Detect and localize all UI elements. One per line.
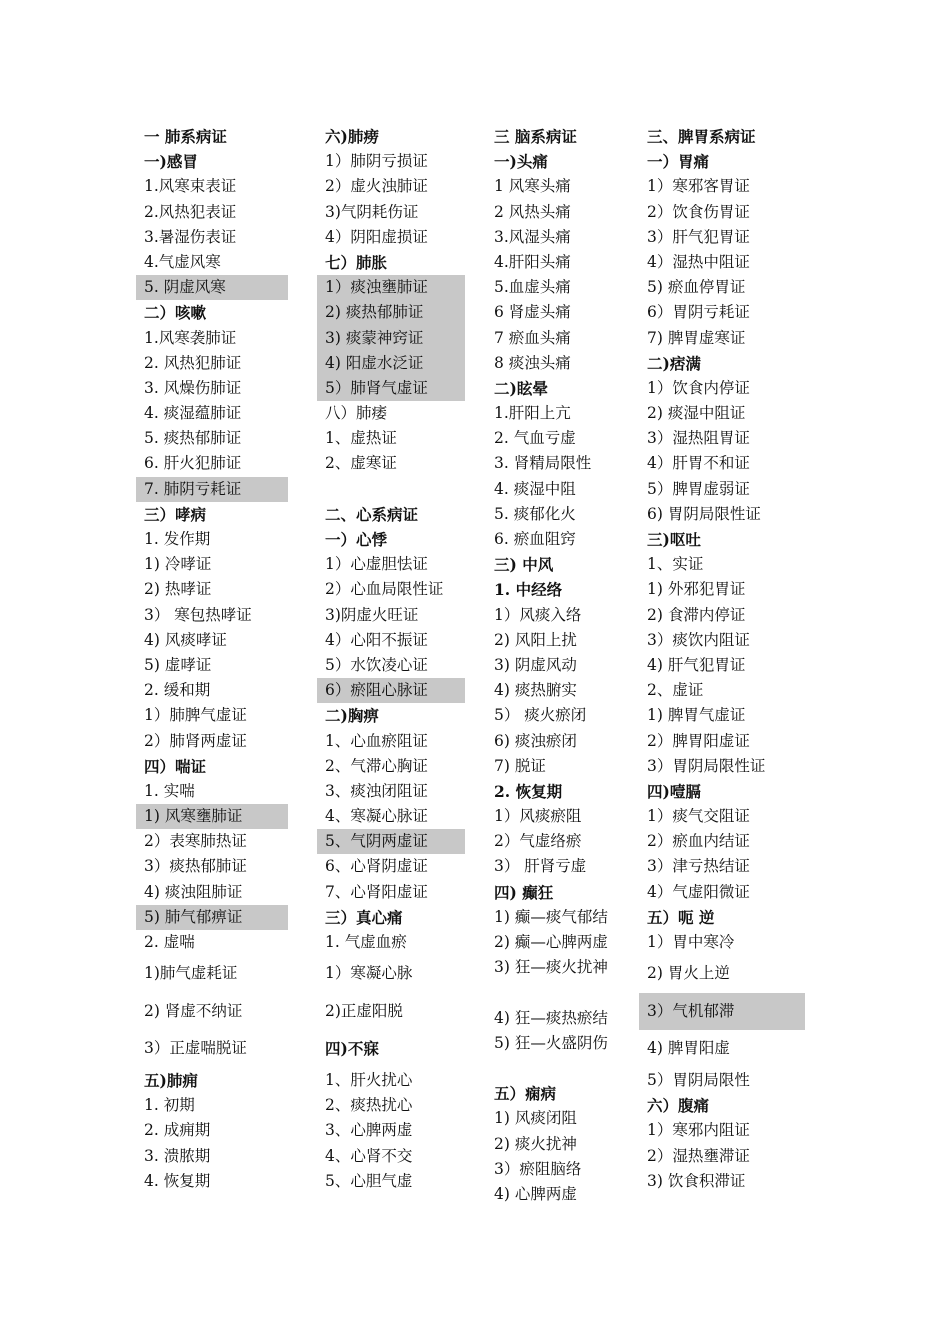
section-heading: 五）呃 逆 [647,907,715,927]
list-item: 2) 风阳上扰 [494,630,577,649]
list-item: 5) 虚哮证 [144,655,212,674]
list-item: 3）气机郁滞 [639,993,805,1031]
list-item: 2）湿热壅滞证 [647,1146,750,1165]
list-item: 2）表寒肺热证 [144,832,247,851]
list-item: 3）湿热阻胃证 [647,429,750,448]
list-item: 1) 风寒壅肺证 [136,804,288,829]
section-heading: 三）真心痛 [325,907,403,927]
section-heading: 三)呕吐 [647,530,701,549]
list-item: 4）湿热中阻证 [647,252,750,271]
list-item: 3） 肝肾亏虚 [494,857,587,876]
list-item: 5.血虚头痛 [494,278,571,297]
list-item: 7、心肾阳虚证 [325,882,428,901]
section-heading: 二、心系病证 [325,504,419,524]
list-item: 6. 肝火犯肺证 [144,454,242,473]
section-heading: 三）哮病 [144,504,207,524]
list-item: 2）饮食伤胃证 [647,202,750,221]
list-item: 1）寒邪客胃证 [647,177,750,196]
list-item: 5. 痰热郁肺证 [144,429,242,448]
list-item: 1）寒凝心脉 [325,964,413,983]
list-item: 7 瘀血头痛 [494,328,571,347]
list-item: 4、寒凝心脉证 [325,807,428,826]
list-item: 2) 食滞内停证 [647,605,746,624]
list-item: 1.风寒束表证 [144,177,237,196]
list-item: 2) 癫—心脾两虚 [494,933,608,951]
list-item: 2）肺肾两虚证 [144,731,247,750]
list-item: 1) 风痰闭阻 [494,1109,577,1128]
list-item: 2、虚寒证 [325,454,397,473]
list-item: 3）痰饮内阻证 [647,630,750,649]
list-item: 1、心血瘀阻证 [325,731,428,750]
list-item: 2. 成痈期 [144,1121,211,1140]
list-item: 3）痰热郁肺证 [144,857,247,876]
list-item: 2）虚火浊肺证 [325,177,428,196]
list-item: 4) 阳虚水泛证 [317,351,465,376]
section-heading: 一)感冒 [144,152,198,172]
list-item: 2. 缓和期 [144,681,211,700]
list-item: 5）脾胃虚弱证 [647,479,750,498]
list-item: 1）风痰瘀阻 [494,807,582,826]
list-item: 2) 胃火上逆 [647,964,730,983]
list-item: 1）痰气交阻证 [647,807,750,826]
section-heading: 五）痫病 [494,1084,557,1104]
list-item: 2.风热犯表证 [144,202,237,221]
list-item: 2) 痰热郁肺证 [317,300,465,325]
list-item: 5）胃阴局限性 [647,1070,750,1089]
column-brain-system [486,124,628,1207]
section-heading: 五)肺痈 [144,1070,198,1090]
section-heading: 一)头痛 [494,152,548,172]
column-spleen-stomach-system [639,124,805,1194]
list-item: 2. 风热犯肺证 [144,353,242,372]
list-item: 3）肝气犯胃证 [647,227,750,246]
list-item: 1、肝火扰心 [325,1070,413,1089]
list-item: 4) 痰热腑实 [494,681,577,700]
list-item: 3) 阴虚风动 [494,655,577,674]
list-item: 4、心肾不交 [325,1146,413,1165]
list-item: 1）肺脾气虚证 [144,706,247,725]
list-item: 3）正虚喘脱证 [144,1039,247,1058]
list-item: 1）风痰入络 [494,605,582,624]
list-item: 3）瘀阻脑络 [494,1159,582,1178]
list-item: 3)阴虚火旺证 [325,605,419,624]
section-heading: 二)眩晕 [494,378,548,398]
list-item: 1. 发作期 [144,530,211,548]
list-item: 1) 脾胃气虚证 [647,706,746,725]
section-heading: 三) 中风 [494,555,554,575]
list-item: 1) 外邪犯胃证 [647,580,746,599]
list-item: 7) 脾胃虚寒证 [647,328,746,347]
list-item: 5）肺肾气虚证 [317,376,465,401]
list-item: 3）胃阴局限性证 [647,756,766,775]
list-item: 5、气阴两虚证 [317,829,465,854]
list-item: 6) 痰浊瘀闭 [494,731,577,750]
list-item: 6. 瘀血阻窍 [494,530,576,548]
list-item: 1. 初期 [144,1096,195,1115]
list-item: 4）肝胃不和证 [647,454,750,473]
list-item: 1 风寒头痛 [494,177,571,196]
list-item: 7. 肺阴亏耗证 [136,477,288,502]
section-heading: 三 脑系病证 [494,127,577,146]
list-item: 1)肺气虚耗证 [144,964,238,983]
list-item: 2) 热哮证 [144,580,212,599]
list-item: 4. 痰湿中阻 [494,479,576,498]
list-item: 2) 痰湿中阻证 [647,404,746,423]
list-item: 5） 痰火瘀闭 [494,706,587,725]
list-item: 2 风热头痛 [494,202,571,221]
list-item: 4) 痰浊阻肺证 [144,882,243,901]
section-heading: 四) 癫狂 [494,882,554,902]
list-item: 1）肺阴亏损证 [325,152,428,171]
list-item: 3、痰浊闭阻证 [325,781,428,800]
list-item: 1）寒邪内阻证 [647,1121,750,1140]
list-item: 3、心脾两虚 [325,1121,413,1140]
section-heading: 一）心悸 [325,530,388,549]
list-item: 3.暑湿伤表证 [144,227,237,246]
list-item: 1. 实喘 [144,781,195,800]
list-item: 3. 风燥伤肺证 [144,378,242,397]
list-item: 3)气阴耗伤证 [325,202,419,221]
list-item: 2）瘀血内结证 [647,832,750,851]
list-item: 5）水饮凌心证 [325,655,428,674]
list-item: 1.风寒袭肺证 [144,328,237,347]
list-item: 6）瘀阻心脉证 [317,678,465,703]
section-heading: 七）肺胀 [325,252,388,272]
list-item: 1）胃中寒冷 [647,933,735,951]
list-item: 2) 痰火扰神 [494,1134,577,1153]
list-item: 1. 气虚血瘀 [325,933,407,951]
list-item: 2、痰热扰心 [325,1096,413,1115]
list-item: 1、实证 [647,555,704,574]
list-item: 4) 狂—痰热瘀结 [494,1008,608,1027]
column-lung-heart-system [317,124,465,1194]
list-item: 4）心阳不振证 [325,630,428,649]
section-heading: 四)不寐 [325,1039,379,1059]
list-item: 6 肾虚头痛 [494,303,571,322]
list-item: 5) 狂—火盛阴伤 [494,1033,608,1052]
list-item: 4. 恢复期 [144,1171,211,1190]
list-item: 2、气滞心胸证 [325,756,428,775]
list-item: 1）饮食内停证 [647,378,750,397]
list-item: 4. 痰湿蕴肺证 [144,404,242,423]
list-item: 3） 寒包热哮证 [144,605,252,624]
list-item: 4）气虚阳微证 [647,882,750,901]
list-item: 3.风湿头痛 [494,227,571,246]
list-item: 2）心血局限性证 [325,580,444,599]
section-heading: 一）胃痛 [647,152,710,172]
list-item: 2) 肾虚不纳证 [144,1001,243,1020]
list-item: 4) 心脾两虚 [494,1184,577,1203]
list-item: 2)正虚阳脱 [325,1001,403,1020]
list-item [317,477,465,502]
list-item: 5) 瘀血停胃证 [647,278,746,297]
section-heading: 1. 中经络 [494,580,563,600]
section-heading: 二)痞满 [647,353,701,373]
section-heading: 六)肺痨 [325,127,379,146]
list-item: 3）津亏热结证 [647,857,750,876]
list-item: 4）阴阳虚损证 [325,227,428,246]
list-item: 1）心虚胆怯证 [325,555,428,574]
list-item: 3) 痰蒙神窍证 [317,326,465,351]
list-item: 5. 阴虚风寒 [136,275,288,300]
list-item: 5. 痰郁化火 [494,504,576,523]
list-item: 2. 虚喘 [144,933,195,951]
column-lung-system [136,124,288,1194]
section-heading: 一 肺系病证 [144,127,227,146]
list-item: 4.肝阳头痛 [494,252,571,271]
section-heading: 三、脾胃系病证 [647,127,756,146]
list-item: 3) 饮食积滞证 [647,1171,746,1190]
list-item: 8 痰浊头痛 [494,353,571,372]
list-item: 2）气虚络瘀 [494,832,582,851]
section-heading: 四）喘证 [144,756,207,776]
list-item: 4) 肝气犯胃证 [647,655,746,674]
list-item: 6）胃阴亏耗证 [647,303,750,322]
list-item: 6、心肾阴虚证 [325,857,428,876]
list-item: 1.肝阳上亢 [494,404,571,423]
list-item: 1) 冷哮证 [144,555,212,574]
list-item: 4) 风痰哮证 [144,630,227,649]
list-item: 1) 癫—痰气郁结 [494,907,608,926]
list-item: 5) 肺气郁痹证 [136,905,288,930]
list-item: 3. 溃脓期 [144,1146,211,1165]
list-item: 1、虚热证 [325,429,397,448]
section-heading: 二）咳嗽 [144,303,207,323]
list-item: 2. 气血亏虚 [494,429,576,448]
section-heading: 四)噎膈 [647,781,701,801]
list-item: 4) 脾胃阳虚 [647,1039,730,1058]
list-item: 5、心胆气虚 [325,1171,413,1190]
section-heading: 二)胸痹 [325,706,379,726]
list-item: 1）痰浊壅肺证 [317,275,465,300]
list-item: 3. 肾精局限性 [494,454,592,473]
list-item: 2）脾胃阳虚证 [647,731,750,750]
list-item: 2、虚证 [647,681,704,700]
list-item: 3) 狂—痰火扰神 [494,958,608,977]
section-heading: 2. 恢复期 [494,781,563,801]
list-item: 八）肺痿 [325,404,388,423]
section-heading: 六）腹痛 [647,1096,710,1116]
list-item: 4.气虚风寒 [144,252,221,271]
list-item: 7) 脱证 [494,756,546,775]
list-item: 6) 胃阴局限性证 [647,504,761,523]
